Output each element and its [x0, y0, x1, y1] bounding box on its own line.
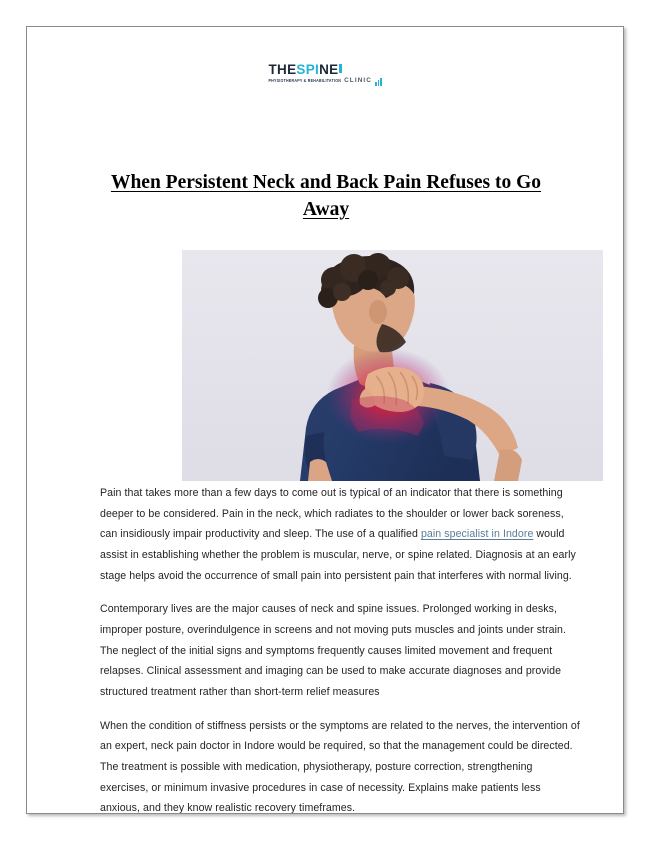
paragraph-1: [100, 483, 581, 586]
the-spine-clinic-logo: [269, 63, 382, 86]
paragraph-2: Contemporary lives are the major causes of neck and spine issues. Prolonged working in desks, improper posture, overindulgence in screens and not moving puts muscles and joints under strain. The neglect of the initial signs and symptoms frequently causes limited movement and frequent relapses. Clinical assessment and imaging can be used to make accurate diagnoses and provide structured treatment rather than short-term relief measures: [100, 603, 567, 698]
paragraph-1-text-a: Pain that takes more than a few days to come out is typical of an indicator that there is something deeper to be considered. Pain in the neck, which radiates to the shoulder or lower back soreness, can insidiously impair productivity and sleep. The use of a qualified: [100, 487, 564, 541]
logo-word-the: THE: [268, 62, 297, 77]
logo-bars-icon: [375, 78, 382, 86]
pain-specialist-link[interactable]: pain specialist in Indore: [420, 528, 534, 541]
logo-word-i: I: [315, 62, 320, 77]
logo-word-ne: NE: [319, 62, 339, 77]
logo-word-clinic: CLINIC: [344, 77, 372, 85]
document-page: [26, 26, 624, 814]
logo-wordmark: [269, 63, 382, 77]
paragraph-3: When the condition of stiffness persists or the symptoms are related to the nerves, the intervention of an expert, neck pain doctor in Indore would be required, so that the management could be directed. The treatment is possible with medication, physiotherapy, posture correction, strengthening exercises, or minimum invasive procedures in case of necessity. Explains make patients less anxious, and they know realistic recovery timeframes.: [100, 719, 580, 814]
logo-word-sp: SP: [296, 62, 316, 77]
logo-tagline: PHYSIOTHERAPY & REHABILITATION: [268, 77, 342, 84]
paragraph-1-text-b: would assist in establishing whether the problem is muscular, nerve, or spine related. Diagnosis at an early stage helps avoid the occurrence of small pain into persistent pain that interferes with normal living.: [100, 528, 576, 582]
article-body: [100, 483, 581, 814]
logo-header: [27, 63, 623, 87]
hero-image: [182, 250, 603, 481]
page-title: When Persistent Neck and Back Pain Refuses to Go Away: [110, 172, 542, 220]
logo-accent-tick: [339, 64, 342, 73]
logo-subline: [269, 78, 382, 86]
page-content-area: [27, 27, 623, 813]
neck-pain-illustration: [182, 250, 603, 481]
